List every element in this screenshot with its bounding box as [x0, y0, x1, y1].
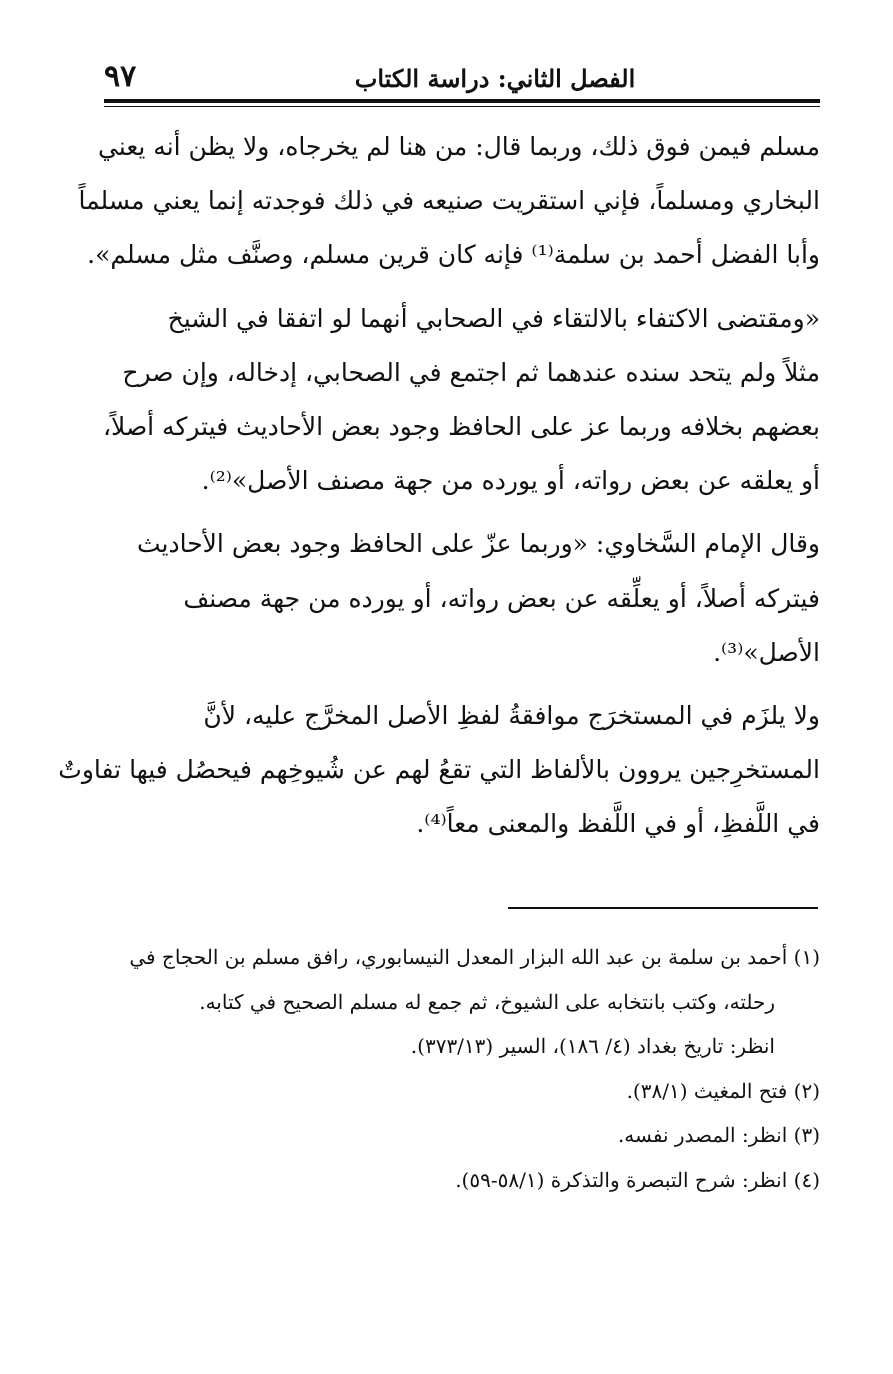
text-line: «ومقتضى الاكتفاء بالالتقاء في الصحابي أنهما لو اتفقا في الشيخ — [167, 303, 820, 333]
footnote-line: (٣) انظر: المصدر نفسه. — [617, 1123, 820, 1147]
main-text — [58, 120, 820, 851]
footnote-line: انظر: تاريخ بغداد (٤/ ١٨٦)، السير (٣٧٣/١٣). — [410, 1034, 775, 1058]
page-number: ٩٧ — [104, 59, 137, 94]
text-line: فيتركه أصلاً، أو يعلِّقه عن بعض رواته، أو يورده من جهة مصنف — [183, 583, 820, 613]
header-rule-thick — [104, 99, 820, 103]
text-line: بعضهم بخلافه وربما عز على الحافظ وجود بعض الأحاديث فيتركه أصلاً، — [102, 411, 820, 441]
footnote-line: (٢) فتح المغيث (٣٨/١). — [626, 1078, 820, 1103]
text-line: وأبا الفضل أحمد بن سلمة⁽¹⁾ فإنه كان قرين مسلم، وصنَّف مثل مسلم». — [87, 240, 820, 270]
text-line: البخاري ومسلماً، فإني استقريت صنيعه في ذلك فوجدته إنما يعني مسلماً — [78, 186, 820, 216]
running-title: الفصل الثاني: دراسة الكتاب — [354, 64, 636, 93]
footnote-line: (٤) انظر: شرح التبصرة والتذكرة (٥٨/١-٥٩). — [455, 1167, 820, 1192]
text-line: وقال الإمام السَّخاوي: «وربما عزّ على الحافظ وجود بعض الأحاديث — [136, 529, 820, 559]
text-line: الأصل»⁽³⁾. — [713, 637, 820, 667]
text-line: ولا يلزَم في المستخرَج موافقةُ لفظِ الأصل المخرَّج عليه، لأنَّ — [203, 700, 820, 730]
footnotes — [104, 935, 820, 1202]
text-line: أو يعلقه عن بعض رواته، أو يورده من جهة مصنف الأصل»⁽²⁾. — [201, 466, 820, 496]
footnote-line: (١) أحمد بن سلمة بن عبد الله البزار المعدل النيسابوري، رافق مسلم بن الحجاج في — [129, 945, 820, 969]
footnote-line: رحلته، وكتب بانتخابه على الشيوخ، ثم جمع له مسلم الصحيح في كتابه. — [199, 989, 775, 1014]
text-line: مثلاً ولم يتحد سنده عندهما ثم اجتمع في الصحابي، إدخاله، وإن صرح — [122, 357, 820, 387]
text-line: المستخرِجين يروون بالألفاظ التي تقعُ لهم عن شُيوخِهم فيحصُل فيها تفاوتٌ — [58, 755, 820, 785]
text-line: مسلم فيمن فوق ذلك، وربما قال: من هنا لم يخرجاه، ولا يظن أنه يعني — [97, 132, 820, 161]
text-line: في اللَّفظِ، أو في اللَّفظ والمعنى معاً⁽⁴⁾. — [416, 809, 820, 839]
footnote-separator — [508, 907, 818, 909]
header-rule-thin — [104, 106, 820, 107]
